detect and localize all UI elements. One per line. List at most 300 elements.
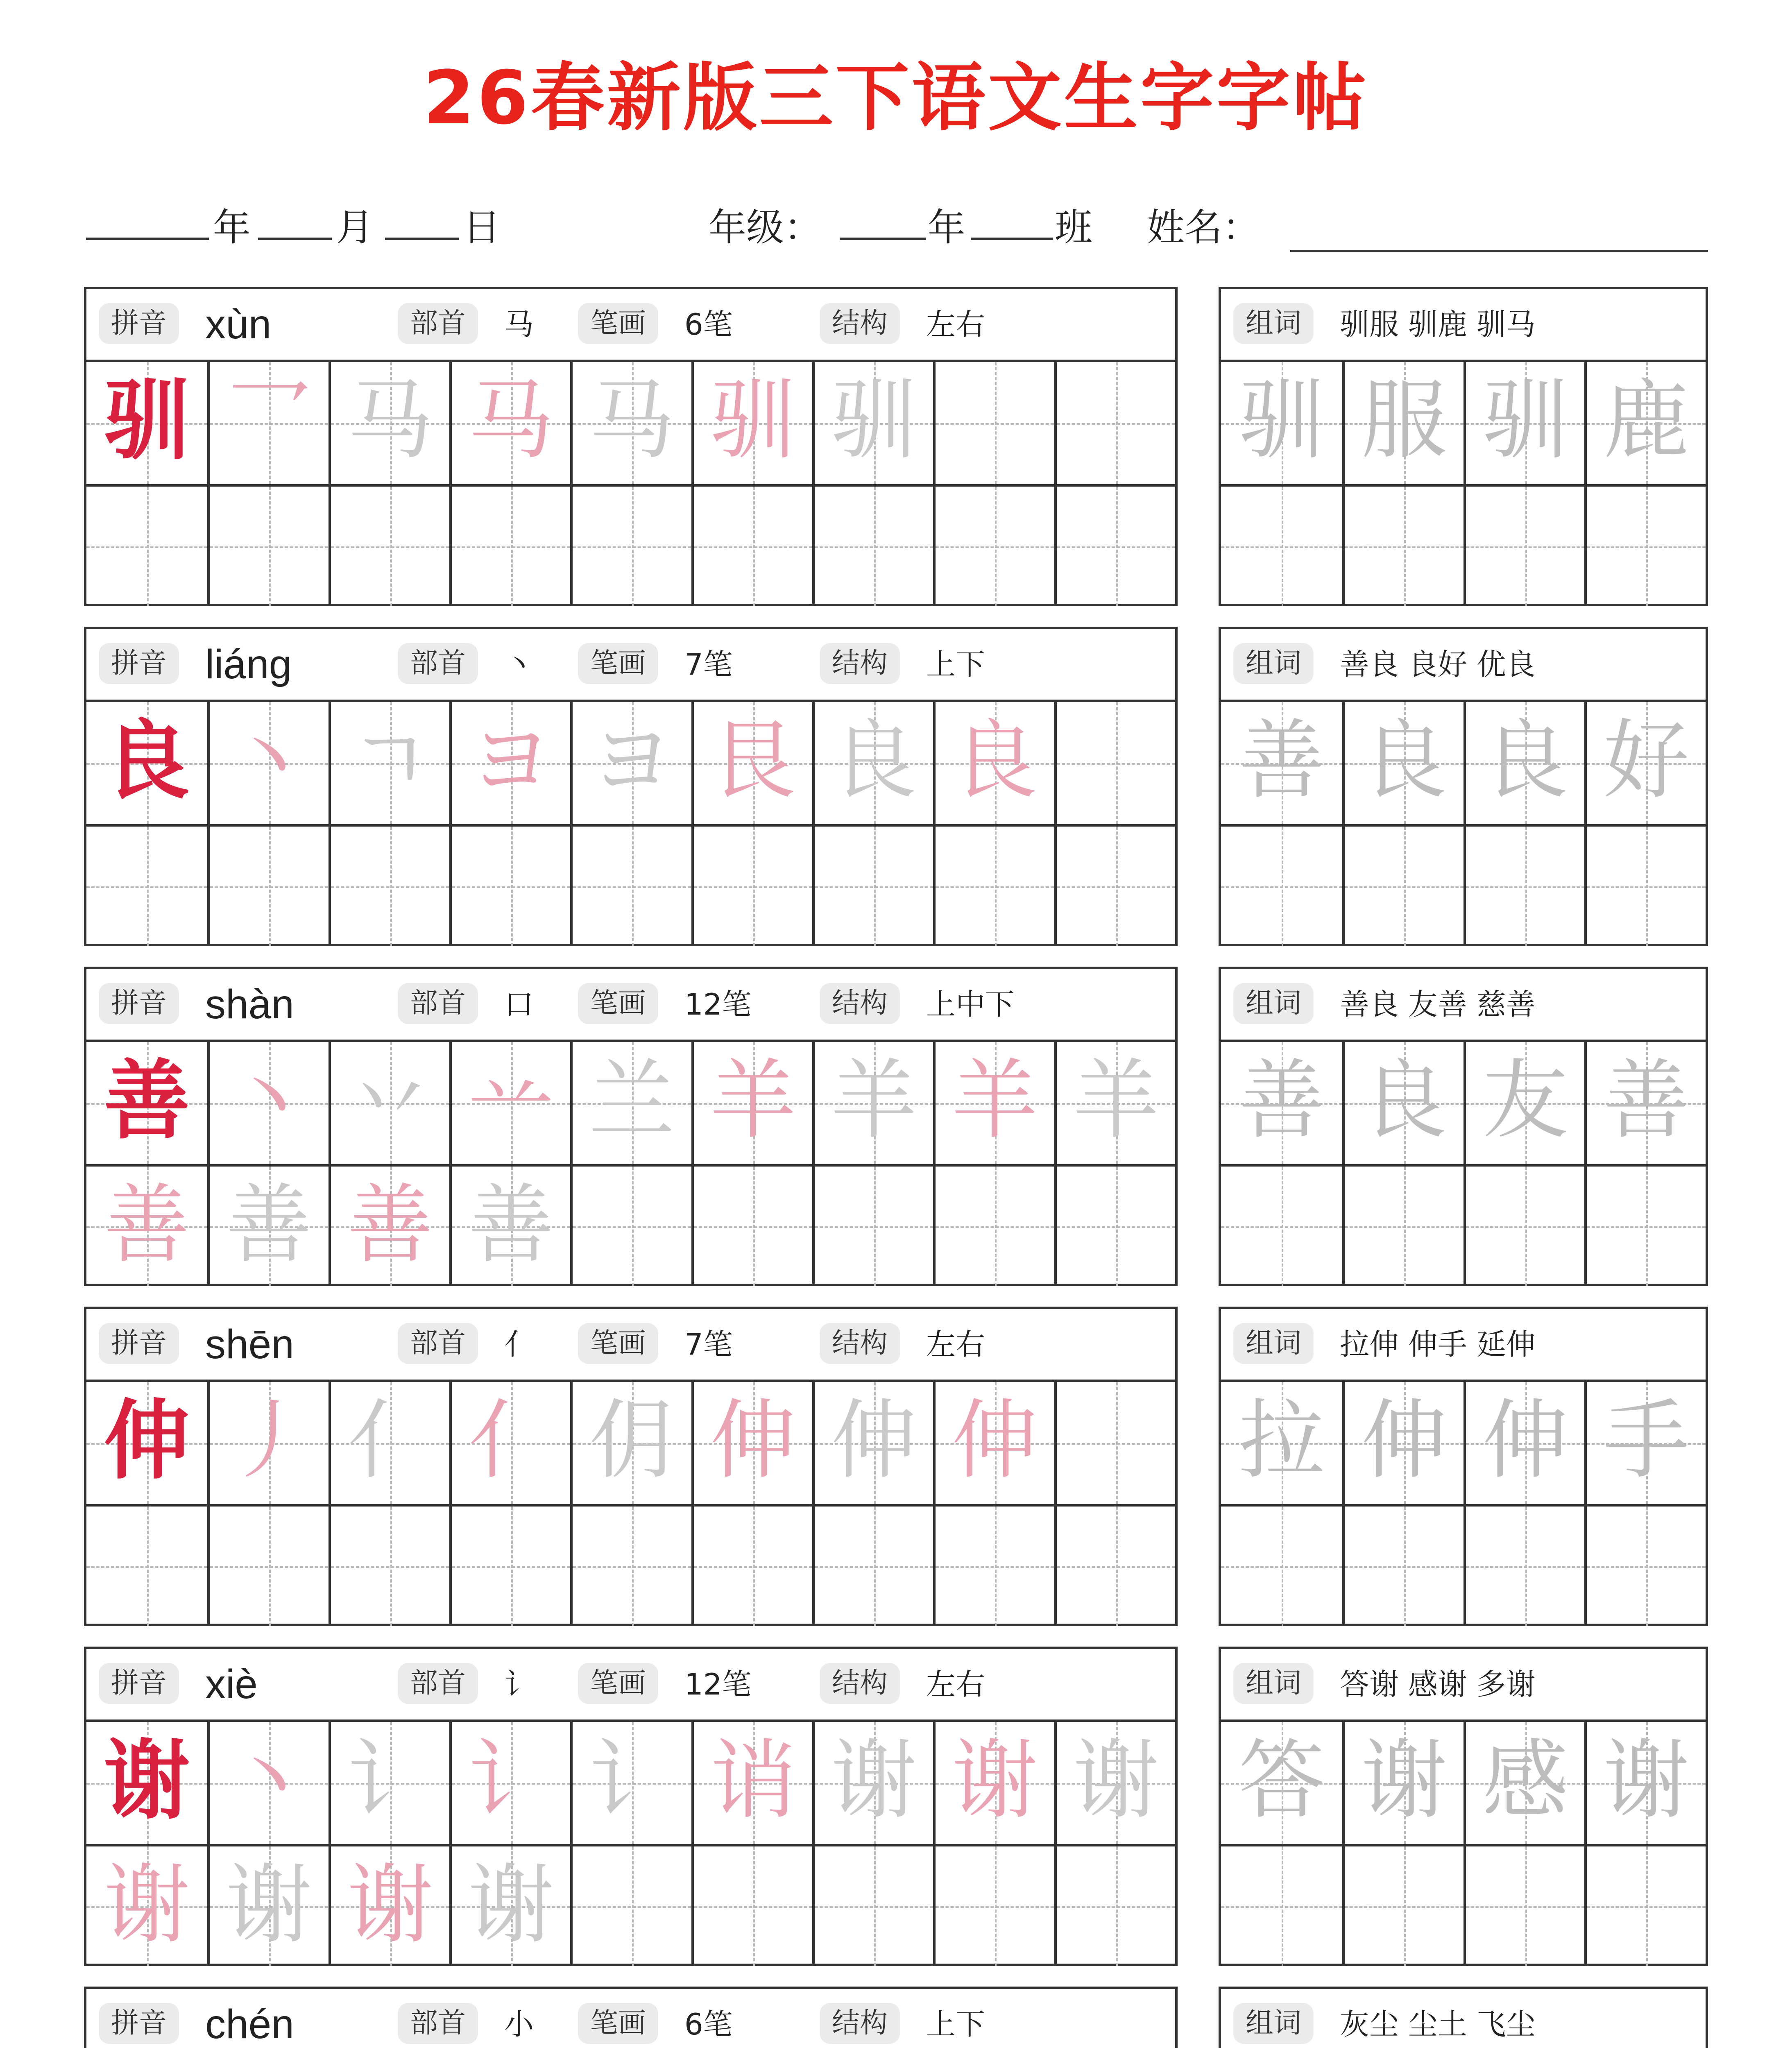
words-label: 组词 xyxy=(1233,1323,1314,1364)
grid-cell[interactable] xyxy=(570,1507,691,1626)
guide-line-vertical xyxy=(147,1507,149,1626)
guide-line-vertical xyxy=(874,827,876,946)
grid-cell[interactable] xyxy=(812,487,933,606)
guide-line-vertical xyxy=(632,1167,634,1286)
grid-cell[interactable] xyxy=(86,1382,207,1504)
grid-cell[interactable] xyxy=(328,827,449,946)
radical-label: 部首 xyxy=(398,2003,478,2044)
grid-cell[interactable] xyxy=(86,702,207,824)
grid-cell[interactable] xyxy=(812,1382,933,1504)
words-value: 善良 良好 优良 xyxy=(1340,647,1536,682)
grid-cell[interactable] xyxy=(1221,1722,1342,1844)
guide-line-vertical xyxy=(1116,827,1118,946)
guide-line-vertical xyxy=(1404,1507,1406,1626)
grid-cell[interactable] xyxy=(1221,1846,1342,1966)
grid-cell[interactable] xyxy=(1584,487,1706,606)
grid-cell[interactable] xyxy=(449,362,570,484)
stroke-step-character: 伸 xyxy=(710,1390,796,1491)
guide-line-vertical xyxy=(632,1846,634,1966)
stroke-step-character: 谢 xyxy=(1073,1730,1159,1831)
stroke-order-row xyxy=(86,1722,1175,1844)
grid-cell[interactable] xyxy=(691,1722,812,1844)
grid-cell[interactable] xyxy=(1054,1722,1175,1844)
guide-line-vertical xyxy=(1116,1167,1118,1286)
grid-cell[interactable] xyxy=(207,827,328,946)
grid-cell[interactable] xyxy=(328,1846,449,1966)
grid-cell[interactable] xyxy=(1342,1042,1464,1164)
stroke-step-character: 马 xyxy=(347,370,433,471)
stroke-step-character: 丶 xyxy=(226,1730,312,1831)
grid-cell[interactable] xyxy=(1464,1042,1585,1164)
stroke-step-character: 亻 xyxy=(468,1390,554,1491)
grid-cell[interactable] xyxy=(570,1167,691,1286)
grid-cell[interactable] xyxy=(1342,1382,1464,1504)
guide-line-vertical xyxy=(1116,1507,1118,1626)
word-trace-character: 驯 xyxy=(1238,370,1325,471)
stroke-step-character: 谢 xyxy=(468,1855,554,1955)
month-blank[interactable] xyxy=(258,238,332,240)
words-value: 灰尘 尘土 飞尘 xyxy=(1340,2007,1536,2041)
grade-blank[interactable] xyxy=(840,238,926,240)
guide-line-vertical xyxy=(1282,487,1283,606)
grid-cell[interactable] xyxy=(1054,702,1175,824)
grid-cell[interactable] xyxy=(812,1846,933,1966)
guide-line-vertical xyxy=(1116,1846,1118,1966)
structure-value: 左右 xyxy=(926,307,985,342)
word-trace-character: 善 xyxy=(1603,1050,1689,1151)
guide-line-vertical xyxy=(995,362,997,484)
grid-cell[interactable] xyxy=(812,827,933,946)
practice-row xyxy=(86,824,1175,946)
stroke-step-character: 丷 xyxy=(347,1050,433,1151)
grid-cell[interactable] xyxy=(691,487,812,606)
word-practice-row xyxy=(1221,484,1706,606)
grid-cell[interactable] xyxy=(86,487,207,606)
stroke-step-character: 羊 xyxy=(952,1050,1038,1151)
word-info-bar xyxy=(1221,969,1706,1042)
stroke-step-character: 丶 xyxy=(226,1050,312,1151)
grid-cell[interactable] xyxy=(1464,1167,1585,1286)
grid-cell[interactable] xyxy=(812,362,933,484)
words-label: 组词 xyxy=(1233,1663,1314,1704)
word-trace-character: 善 xyxy=(1238,710,1325,811)
word-practice-panel xyxy=(1219,967,1708,1286)
grid-cell[interactable] xyxy=(1464,1507,1585,1626)
guide-line-vertical xyxy=(995,1846,997,1966)
grid-cell[interactable] xyxy=(933,1846,1054,1966)
grid-cell[interactable] xyxy=(1584,702,1706,824)
word-info-bar xyxy=(1221,1989,1706,2048)
guide-line-vertical xyxy=(147,487,149,606)
stroke-step-character: 丶 xyxy=(226,710,312,811)
grid-cell[interactable] xyxy=(449,1846,570,1966)
grid-cell[interactable] xyxy=(86,1042,207,1164)
word-trace-character: 感 xyxy=(1482,1730,1568,1831)
grid-cell[interactable] xyxy=(812,1042,933,1164)
word-trace-character: 伸 xyxy=(1482,1390,1568,1491)
stroke-step-character: 乛 xyxy=(226,370,312,471)
words-label: 组词 xyxy=(1233,983,1314,1024)
stroke-step-character: 谢 xyxy=(952,1730,1038,1831)
pinyin-value: liáng xyxy=(205,641,292,687)
year-blank[interactable] xyxy=(86,238,209,240)
word-trace-character: 良 xyxy=(1361,1050,1447,1151)
grid-cell[interactable] xyxy=(933,1382,1054,1504)
guide-line-vertical xyxy=(874,487,876,606)
guide-line-vertical xyxy=(995,487,997,606)
word-trace-character: 友 xyxy=(1482,1050,1568,1151)
stroke-order-row xyxy=(86,1382,1175,1504)
name-blank[interactable] xyxy=(1290,250,1708,252)
guide-line-vertical xyxy=(1116,362,1118,484)
pinyin-label: 拼音 xyxy=(99,1323,179,1364)
word-trace-row xyxy=(1221,1042,1706,1164)
grid-cell[interactable] xyxy=(1584,1722,1706,1844)
class-unit: 班 xyxy=(1055,206,1093,249)
grid-cell[interactable] xyxy=(691,702,812,824)
word-trace-character: 良 xyxy=(1361,710,1447,811)
guide-line-vertical xyxy=(1282,1507,1283,1626)
grid-cell[interactable] xyxy=(449,1722,570,1844)
grid-cell[interactable] xyxy=(812,1167,933,1286)
stroke-step-character: 艮 xyxy=(710,710,796,811)
stroke-step-character: 谢 xyxy=(831,1730,917,1831)
grid-cell[interactable] xyxy=(449,1042,570,1164)
grid-cell[interactable] xyxy=(1584,1507,1706,1626)
grid-cell[interactable] xyxy=(570,827,691,946)
guide-line-vertical xyxy=(511,1507,513,1626)
pinyin-value: xiè xyxy=(205,1661,258,1707)
guide-line-vertical xyxy=(753,827,755,946)
guide-line-vertical xyxy=(1282,827,1283,946)
grid-cell[interactable] xyxy=(691,1382,812,1504)
month-label: 月 xyxy=(336,206,374,249)
guide-line-vertical xyxy=(995,1167,997,1286)
grid-cell[interactable] xyxy=(1054,487,1175,606)
grid-cell[interactable] xyxy=(449,702,570,824)
radical-label: 部首 xyxy=(398,983,478,1024)
grid-cell[interactable] xyxy=(328,1507,449,1626)
stroke-step-character: 谢 xyxy=(347,1855,433,1955)
grid-cell[interactable] xyxy=(1464,1382,1585,1504)
grid-cell[interactable] xyxy=(86,1846,207,1966)
grid-cell[interactable] xyxy=(812,1722,933,1844)
grid-cell[interactable] xyxy=(1221,362,1342,484)
grid-cell[interactable] xyxy=(1342,1722,1464,1844)
grid-cell[interactable] xyxy=(328,487,449,606)
grid-cell[interactable] xyxy=(1584,1846,1706,1966)
guide-line-vertical xyxy=(1525,1846,1527,1966)
strokes-label: 笔画 xyxy=(578,643,658,684)
grid-cell[interactable] xyxy=(1342,362,1464,484)
strokes-value: 7笔 xyxy=(684,647,733,682)
char-practice-panel xyxy=(84,1307,1178,1626)
grid-cell[interactable] xyxy=(1221,1382,1342,1504)
class-blank[interactable] xyxy=(971,238,1053,240)
stroke-step-character: 羊 xyxy=(710,1050,796,1151)
grid-cell[interactable] xyxy=(207,1846,328,1966)
stroke-step-character: 羊 xyxy=(831,1050,917,1151)
stroke-step-character: ヨ xyxy=(589,710,675,811)
guide-line-vertical xyxy=(269,827,271,946)
pinyin-label: 拼音 xyxy=(99,1663,179,1704)
word-practice-panel xyxy=(1219,1647,1708,1966)
grid-cell[interactable] xyxy=(1584,1042,1706,1164)
stroke-step-character: 伸 xyxy=(831,1390,917,1491)
strokes-value: 12笔 xyxy=(684,987,752,1022)
guide-line-vertical xyxy=(1525,1167,1527,1286)
char-info-bar xyxy=(86,1649,1175,1722)
guide-line-vertical xyxy=(1404,827,1406,946)
radical-value: 丶 xyxy=(504,647,534,682)
words-value: 善良 友善 慈善 xyxy=(1340,987,1536,1022)
structure-label: 结构 xyxy=(820,1323,900,1364)
grid-cell[interactable] xyxy=(1584,362,1706,484)
structure-label: 结构 xyxy=(820,643,900,684)
grid-cell[interactable] xyxy=(1342,1167,1464,1286)
pinyin-label: 拼音 xyxy=(99,303,179,344)
grid-cell[interactable] xyxy=(449,487,570,606)
word-practice-row xyxy=(1221,824,1706,946)
guide-line-vertical xyxy=(1525,487,1527,606)
grid-cell[interactable] xyxy=(1054,1167,1175,1286)
grid-cell[interactable] xyxy=(570,362,691,484)
grid-cell[interactable] xyxy=(328,1382,449,1504)
grid-cell[interactable] xyxy=(933,1507,1054,1626)
grid-cell[interactable] xyxy=(328,1722,449,1844)
grid-cell[interactable] xyxy=(207,1722,328,1844)
guide-line-vertical xyxy=(511,487,513,606)
strokes-label: 笔画 xyxy=(578,983,658,1024)
stroke-step-character: 谢 xyxy=(104,1855,190,1955)
grid-cell[interactable] xyxy=(328,1042,449,1164)
word-trace-character: 答 xyxy=(1238,1730,1325,1831)
grid-cell[interactable] xyxy=(1584,1167,1706,1286)
grid-cell[interactable] xyxy=(1464,1722,1585,1844)
grid-cell[interactable] xyxy=(86,362,207,484)
word-trace-character: 好 xyxy=(1603,710,1689,811)
grid-cell[interactable] xyxy=(691,827,812,946)
grid-cell[interactable] xyxy=(449,1167,570,1286)
grid-cell[interactable] xyxy=(933,1167,1054,1286)
grid-cell[interactable] xyxy=(1054,1507,1175,1626)
grid-cell[interactable] xyxy=(933,362,1054,484)
radical-value: 口 xyxy=(504,987,534,1022)
guide-line-vertical xyxy=(632,827,634,946)
grid-cell[interactable] xyxy=(570,1042,691,1164)
grid-cell[interactable] xyxy=(86,1507,207,1626)
strokes-label: 笔画 xyxy=(578,2003,658,2044)
grid-cell[interactable] xyxy=(1464,487,1585,606)
radical-value: 小 xyxy=(504,2007,534,2041)
grid-cell[interactable] xyxy=(1342,487,1464,606)
grid-cell[interactable] xyxy=(1464,827,1585,946)
grid-cell[interactable] xyxy=(1584,1382,1706,1504)
word-trace-character: 伸 xyxy=(1361,1390,1447,1491)
grid-cell[interactable] xyxy=(933,1042,1054,1164)
guide-line-vertical xyxy=(1646,1846,1648,1966)
pinyin-value: shēn xyxy=(205,1321,294,1367)
grid-cell[interactable] xyxy=(1221,702,1342,824)
grid-cell[interactable] xyxy=(86,1167,207,1286)
stroke-order-row xyxy=(86,702,1175,824)
grid-cell[interactable] xyxy=(1221,1507,1342,1626)
grid-cell[interactable] xyxy=(570,1846,691,1966)
grid-cell[interactable] xyxy=(933,1722,1054,1844)
stroke-step-character: 良 xyxy=(952,710,1038,811)
guide-line-vertical xyxy=(1116,487,1118,606)
grid-cell[interactable] xyxy=(207,1167,328,1286)
grid-cell[interactable] xyxy=(207,1042,328,1164)
words-value: 拉伸 伸手 延伸 xyxy=(1340,1327,1536,1362)
grid-cell[interactable] xyxy=(1054,1846,1175,1966)
word-practice-panel xyxy=(1219,627,1708,946)
grid-cell[interactable] xyxy=(1054,362,1175,484)
stroke-step-character: 善 xyxy=(104,1175,190,1275)
grid-cell[interactable] xyxy=(1342,827,1464,946)
pinyin-value: xùn xyxy=(205,301,272,347)
grid-cell[interactable] xyxy=(691,1167,812,1286)
structure-value: 左右 xyxy=(926,1667,985,1701)
guide-line-vertical xyxy=(1646,1507,1648,1626)
guide-line-vertical xyxy=(1525,1507,1527,1626)
stroke-step-character: 驯 xyxy=(710,370,796,471)
char-practice-panel xyxy=(84,627,1178,946)
grid-cell[interactable] xyxy=(570,702,691,824)
grid-cell[interactable] xyxy=(691,362,812,484)
radical-label: 部首 xyxy=(398,1663,478,1704)
radical-value: 亻 xyxy=(504,1327,534,1362)
grid-cell[interactable] xyxy=(691,1846,812,1966)
practice-row xyxy=(86,1844,1175,1966)
grid-cell[interactable] xyxy=(1342,702,1464,824)
grid-cell[interactable] xyxy=(691,1042,812,1164)
stroke-step-character: 仴 xyxy=(589,1390,675,1491)
grid-cell[interactable] xyxy=(1584,827,1706,946)
grid-cell[interactable] xyxy=(1464,702,1585,824)
words-label: 组词 xyxy=(1233,2003,1314,2044)
stroke-step-character: 马 xyxy=(589,370,675,471)
grid-cell[interactable] xyxy=(328,702,449,824)
word-trace-row xyxy=(1221,702,1706,824)
grid-cell[interactable] xyxy=(1464,362,1585,484)
guide-line-vertical xyxy=(753,1167,755,1286)
grid-cell[interactable] xyxy=(449,1382,570,1504)
grid-cell[interactable] xyxy=(207,362,328,484)
grid-cell[interactable] xyxy=(207,1382,328,1504)
grid-cell[interactable] xyxy=(449,827,570,946)
char-info-bar xyxy=(86,629,1175,702)
grid-cell[interactable] xyxy=(570,487,691,606)
stroke-step-character: ヨ xyxy=(468,710,554,811)
stroke-step-character: 讠 xyxy=(468,1730,554,1831)
stroke-step-character: 伸 xyxy=(952,1390,1038,1491)
stroke-step-character: 善 xyxy=(468,1175,554,1275)
grid-cell[interactable] xyxy=(1054,827,1175,946)
year-label: 年 xyxy=(213,206,251,249)
grid-cell[interactable] xyxy=(570,1382,691,1504)
grid-cell[interactable] xyxy=(812,702,933,824)
guide-line-vertical xyxy=(632,487,634,606)
strokes-label: 笔画 xyxy=(578,1323,658,1364)
grid-cell[interactable] xyxy=(207,702,328,824)
structure-label: 结构 xyxy=(820,303,900,344)
model-character: 伸 xyxy=(104,1390,190,1491)
grid-cell[interactable] xyxy=(207,487,328,606)
grid-cell[interactable] xyxy=(1342,1846,1464,1966)
word-trace-character: 驯 xyxy=(1482,370,1568,471)
word-info-bar xyxy=(1221,1309,1706,1382)
grid-cell[interactable] xyxy=(691,1507,812,1626)
grid-cell[interactable] xyxy=(1464,1846,1585,1966)
structure-label: 结构 xyxy=(820,1663,900,1704)
grid-cell[interactable] xyxy=(1221,1042,1342,1164)
grid-cell[interactable] xyxy=(570,1722,691,1844)
char-practice-panel xyxy=(84,1987,1178,2048)
grid-cell[interactable] xyxy=(812,1507,933,1626)
stroke-order-row xyxy=(86,1042,1175,1164)
grid-cell[interactable] xyxy=(933,702,1054,824)
grid-cell[interactable] xyxy=(328,362,449,484)
day-blank[interactable] xyxy=(385,238,459,240)
grid-cell[interactable] xyxy=(1342,1507,1464,1626)
grid-cell[interactable] xyxy=(207,1507,328,1626)
word-info-bar xyxy=(1221,629,1706,702)
guide-line-vertical xyxy=(390,827,392,946)
guide-line-vertical xyxy=(1646,1167,1648,1286)
grid-cell[interactable] xyxy=(328,1167,449,1286)
guide-line-vertical xyxy=(269,487,271,606)
structure-value: 左右 xyxy=(926,1327,985,1362)
guide-line-vertical xyxy=(390,487,392,606)
guide-line-vertical xyxy=(753,487,755,606)
word-practice-row xyxy=(1221,1504,1706,1626)
char-info-bar xyxy=(86,969,1175,1042)
grid-cell[interactable] xyxy=(86,827,207,946)
grid-cell[interactable] xyxy=(1054,1042,1175,1164)
grid-cell[interactable] xyxy=(1221,1167,1342,1286)
grid-cell[interactable] xyxy=(1221,827,1342,946)
stroke-step-character: 兰 xyxy=(589,1050,675,1151)
grid-cell[interactable] xyxy=(1054,1382,1175,1504)
pinyin-label: 拼音 xyxy=(99,2003,179,2044)
strokes-value: 6笔 xyxy=(684,2007,733,2041)
guide-line-vertical xyxy=(269,1507,271,1626)
model-character: 良 xyxy=(104,710,190,811)
guide-line-vertical xyxy=(1646,827,1648,946)
grid-cell[interactable] xyxy=(449,1507,570,1626)
grid-cell[interactable] xyxy=(86,1722,207,1844)
grid-cell[interactable] xyxy=(933,827,1054,946)
guide-line-vertical xyxy=(1646,487,1648,606)
word-practice-row xyxy=(1221,1844,1706,1966)
pinyin-value: shàn xyxy=(205,981,294,1027)
guide-line-vertical xyxy=(874,1167,876,1286)
guide-line-vertical xyxy=(632,1507,634,1626)
radical-label: 部首 xyxy=(398,643,478,684)
guide-line-vertical xyxy=(1525,827,1527,946)
guide-line-vertical xyxy=(1282,1167,1283,1286)
structure-value: 上下 xyxy=(926,647,985,682)
char-practice-panel xyxy=(84,967,1178,1286)
guide-line-vertical xyxy=(874,1507,876,1626)
structure-value: 上中下 xyxy=(926,987,1015,1022)
grid-cell[interactable] xyxy=(933,487,1054,606)
word-trace-character: 服 xyxy=(1361,370,1447,471)
day-label: 日 xyxy=(463,206,501,249)
grid-cell[interactable] xyxy=(1221,487,1342,606)
guide-line-vertical xyxy=(995,1507,997,1626)
